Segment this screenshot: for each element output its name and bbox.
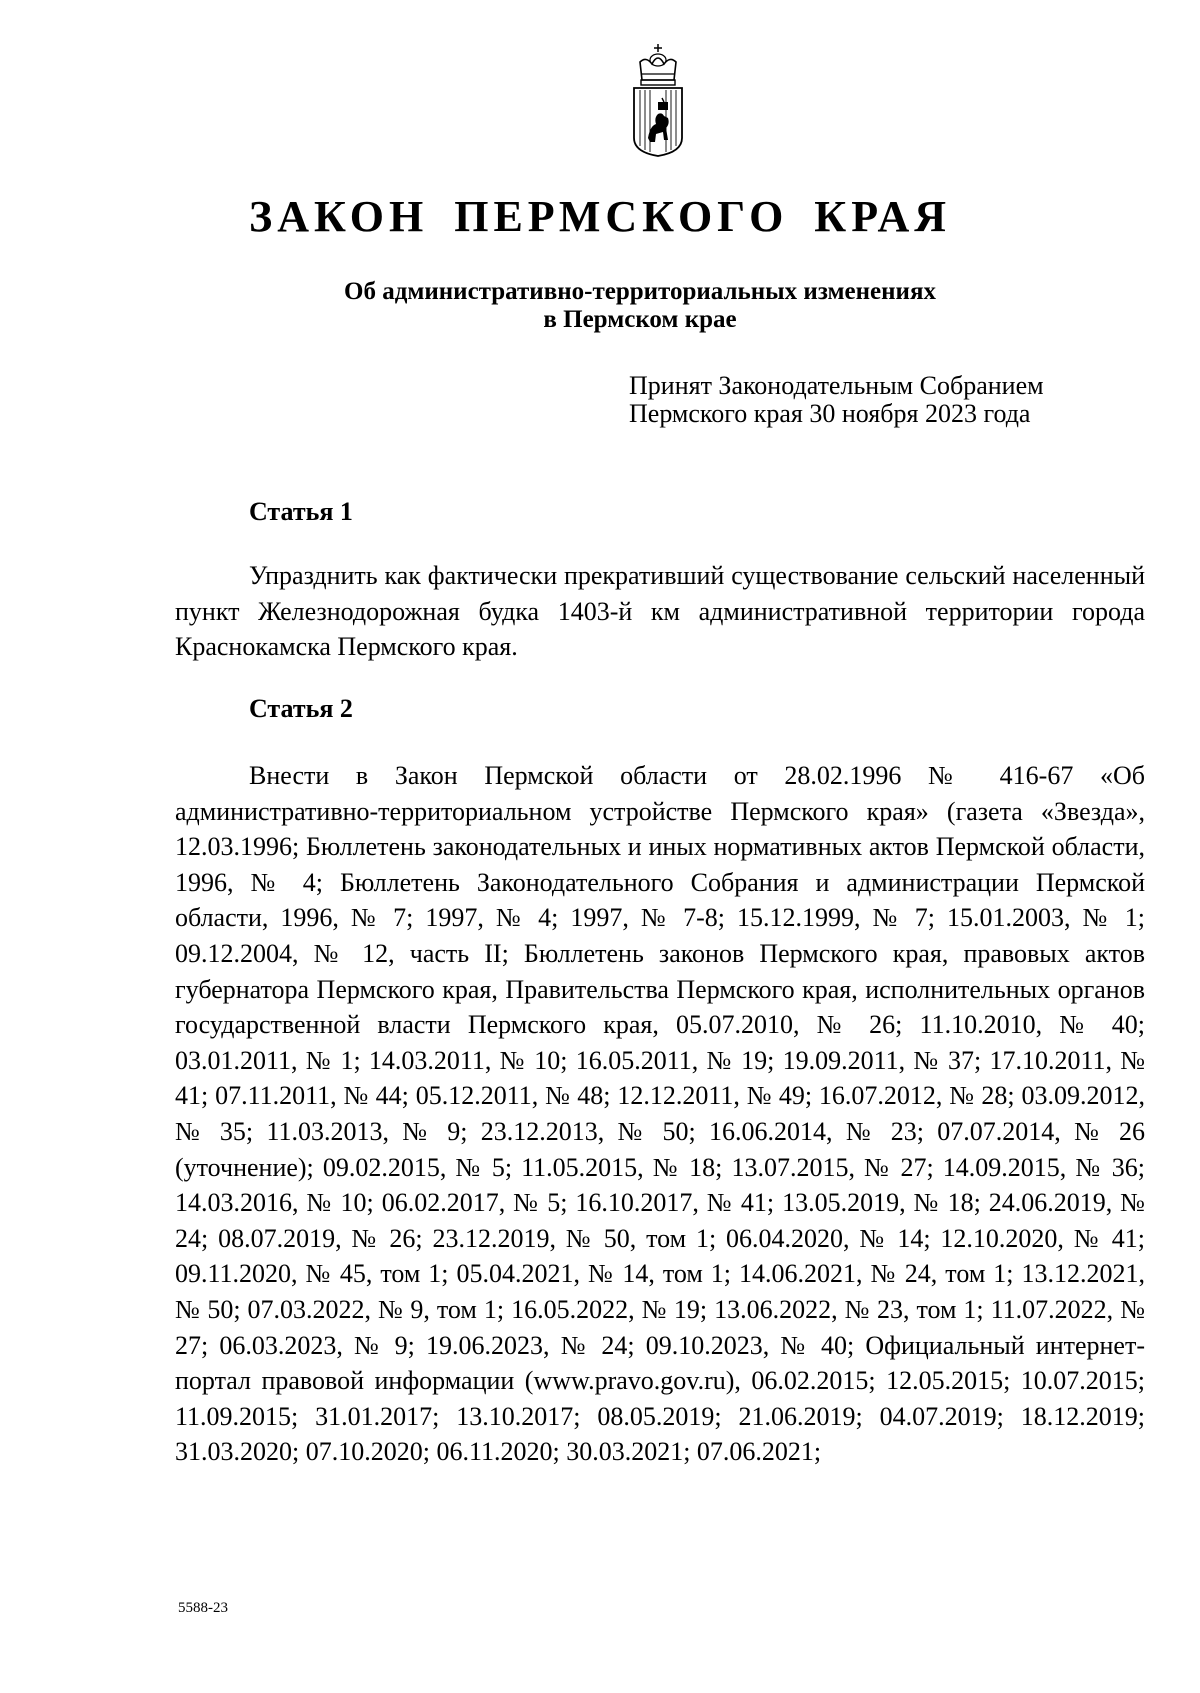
law-subtitle-line: в Пермском крае (543, 306, 737, 333)
adoption-note-line: Пермского края 30 ноября 2023 года (629, 399, 1031, 428)
adoption-note-line: Принят Законодательным Собранием (629, 371, 1044, 400)
coat-of-arms-icon (628, 42, 688, 158)
article-heading: Статья 1 (249, 497, 353, 526)
law-title: ЗАКОН ПЕРМСКОГО КРАЯ (248, 192, 952, 241)
law-subtitle-line: Об административно-территориальных изменениях (344, 278, 936, 305)
adoption-note (629, 372, 1044, 428)
article-text: Внести в Закон Пермской области от 28.02.1996 № 416-67 «Об административно-территориальном устройстве Пермского края» (газета «Звезда», 12.03.1996; Бюллетень законодательных и иных нормативных актов Пермской области, 1996, № 4; Бюллетень Законодательного Собрания и администрации Пермской области, 1996, № 7; 1997, № 4; 1997, № 7-8; 15.12.1999, № 7; 15.01.2003, № 1; 09.12.2004, № 12, часть II; Бюллетень законов Пермского края, правовых актов губернатора Пермского края, Правительства Пермского края, исполнительных органов государственной власти Пермского края, 05.07.2010, № 26; 11.10.2010, № 40; 03.01.2011, № 1; 14.03.2011, № 10; 16.05.2011, № 19; 19.09.2011, № 37; 17.10.2011, № 41; 07.11.2011, № 44; 05.12.2011, № 48; 12.12.2011, № 49; 16.07.2012, № 28; 03.09.2012, № 35; 11.03.2013, № 9; 23.12.2013, № 50; 16.06.2014, № 23; 07.07.2014, № 26 (уточнение); 09.02.2015, № 5; 11.05.2015, № 18; 13.07.2015, № 27; 14.09.2015, № 36; 14.03.2016, № 10; 06.02.2017, № 5; 16.10.2017, № 41; 13.05.2019, № 18; 24.06.2019, № 24; 08.07.2019, № 26; 23.12.2019, № 50, том 1; 06.04.2020, № 14; 12.10.2020, № 41; 09.11.2020, № 45, том 1; 05.04.2021, № 14, том 1; 14.06.2021, № 24, том 1; 13.12.2021, № 50; 07.03.2022, № 9, том 1; 16.05.2022, № 19; 13.06.2022, № 23, том 1; 11.07.2022, № 27; 06.03.2023, № 9; 19.06.2023, № 24; 09.10.2023, № 40; Официальный интернет-портал правовой информации (www.pravo.gov.ru), 06.02.2015; 12.05.2015; 10.07.2015; 11.09.2015; 31.01.2017; 13.10.2017; 08.05.2019; 21.06.2019; 04.07.2019; 18.12.2019; 31.03.2020; 07.10.2020; 06.11.2020; 30.03.2021; 07.06.2021; (175, 761, 1145, 1467)
article-heading: Статья 2 (249, 694, 353, 723)
document-number: 5588-23 (178, 1600, 228, 1616)
law-subtitle (300, 278, 980, 334)
article-text: Упразднить как фактически прекративший существование сельский населенный пункт Железнодорожная будка 1403-й км административной территории города Краснокамска Пермского края. (175, 561, 1145, 662)
